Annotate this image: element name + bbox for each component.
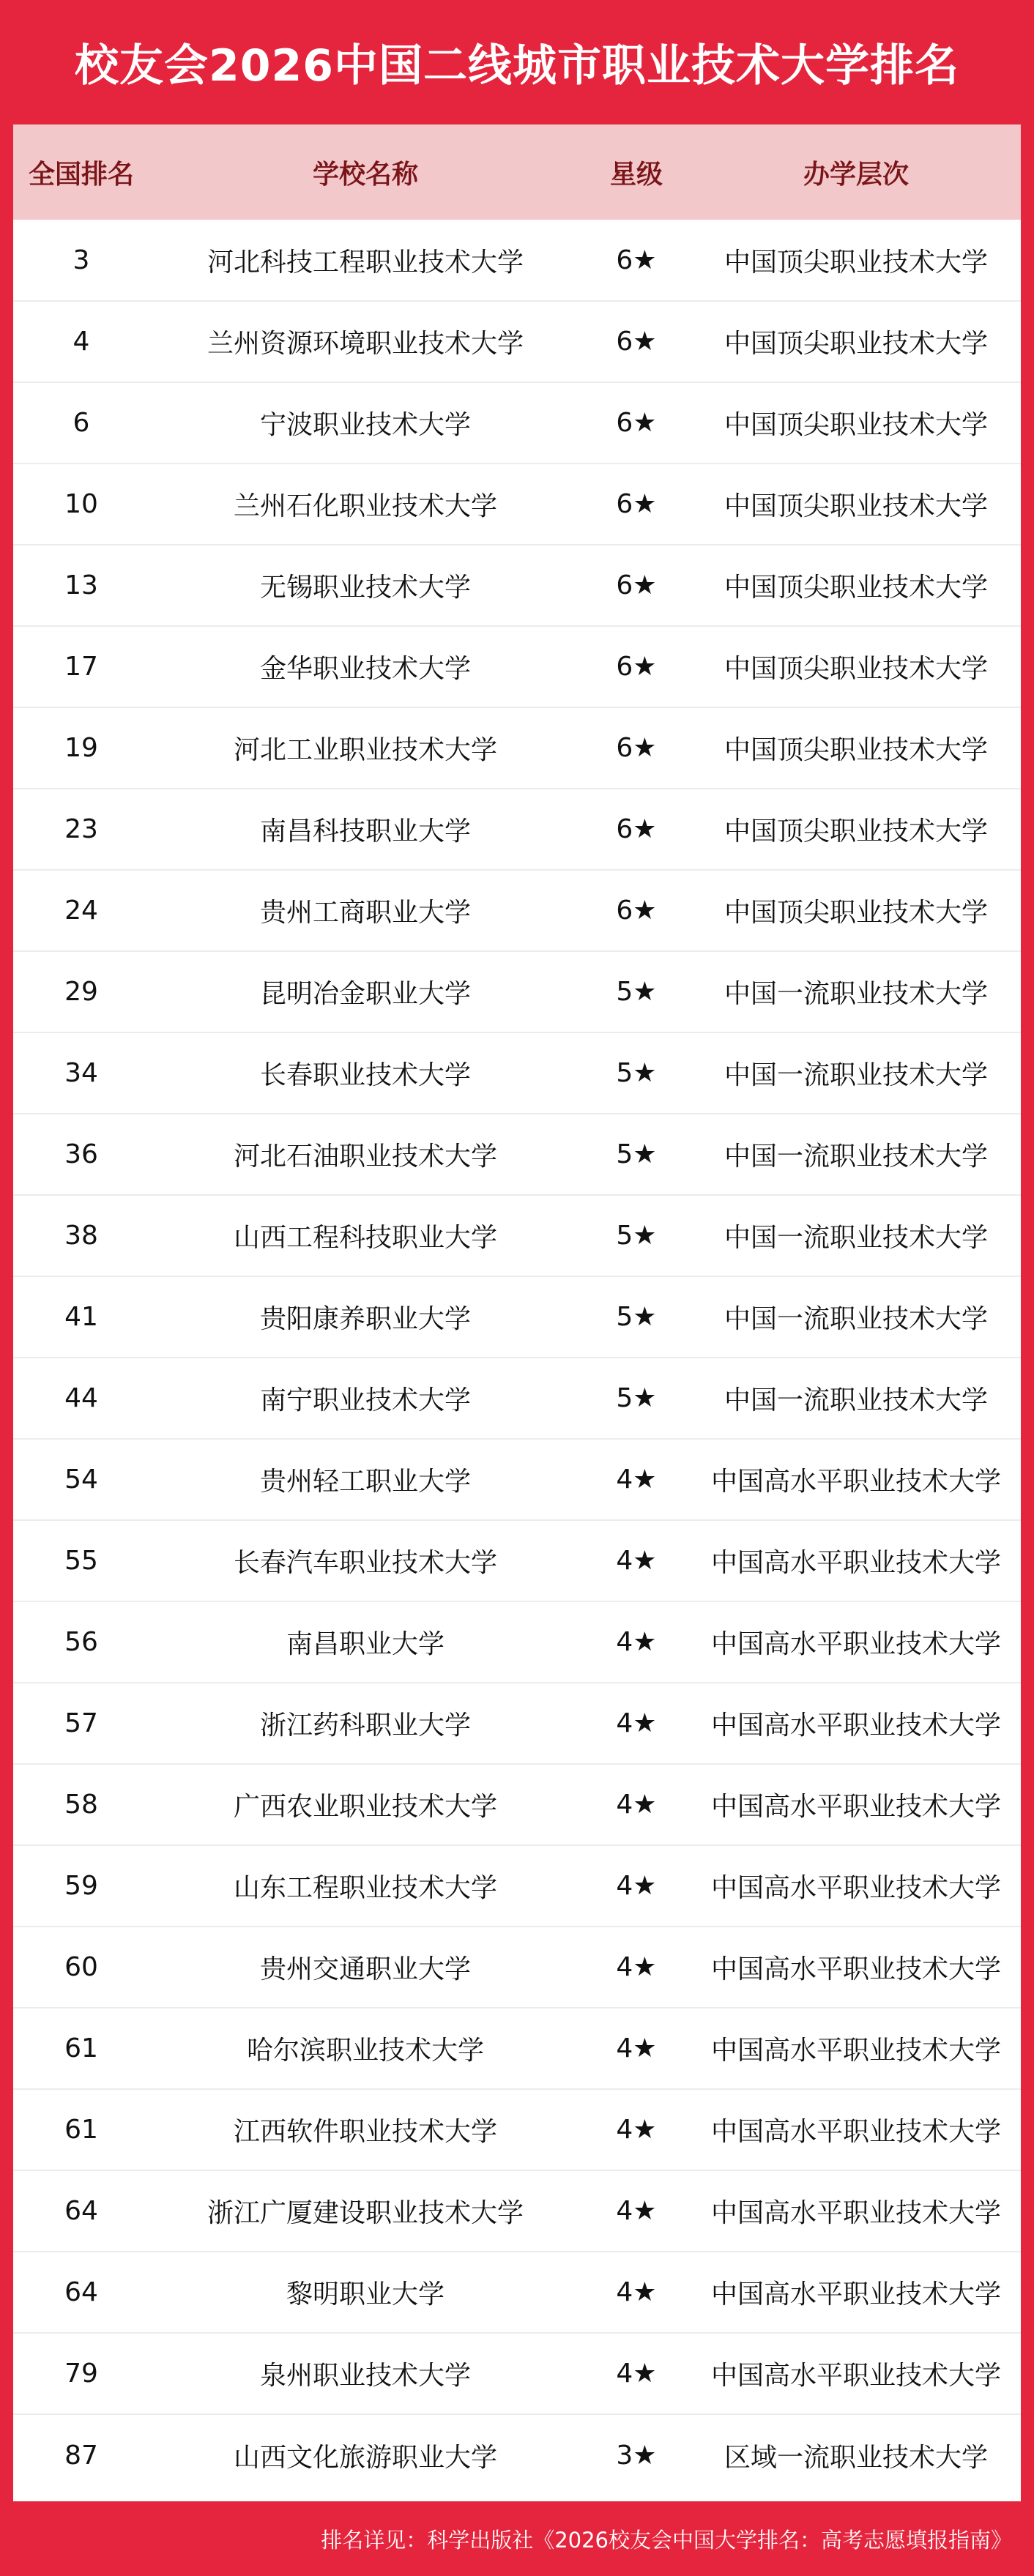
cell-school: 长春职业技术大学: [149, 1032, 581, 1114]
cell-school: 宁波职业技术大学: [149, 382, 581, 464]
cell-rank: 29: [13, 951, 149, 1032]
cell-level: 中国顶尖职业技术大学: [691, 545, 1021, 626]
cell-school: 贵州交通职业大学: [149, 1927, 581, 2008]
cell-school: 江西软件职业技术大学: [149, 2089, 581, 2170]
cell-rank: 17: [13, 626, 149, 707]
cell-stars: 5★: [581, 1032, 691, 1114]
cell-school: 广西农业职业技术大学: [149, 1764, 581, 1845]
cell-stars: 6★: [581, 545, 691, 626]
cell-school: 贵州工商职业大学: [149, 870, 581, 951]
cell-rank: 23: [13, 789, 149, 870]
cell-stars: 5★: [581, 1114, 691, 1195]
table-header-row: [13, 124, 1021, 220]
cell-stars: 4★: [581, 1520, 691, 1601]
cell-level: 中国高水平职业技术大学: [691, 2089, 1021, 2170]
column-header-rank: 全国排名: [28, 159, 134, 190]
cell-rank: 19: [13, 707, 149, 789]
cell-level: 中国高水平职业技术大学: [691, 1683, 1021, 1764]
table-row: [13, 1927, 1021, 2008]
cell-stars: 4★: [581, 2008, 691, 2089]
cell-rank: 41: [13, 1276, 149, 1358]
cell-rank: 3: [72, 245, 90, 275]
cell-level: 中国高水平职业技术大学: [691, 2170, 1021, 2252]
cell-rank: 36: [13, 1114, 149, 1195]
cell-level: 中国一流职业技术大学: [691, 1114, 1021, 1195]
table-row: [13, 1601, 1021, 1683]
cell-stars: 5★: [581, 1276, 691, 1358]
table-row: [13, 789, 1021, 870]
column-header-level: 办学层次: [803, 159, 909, 190]
cell-rank: 13: [13, 545, 149, 626]
cell-level: 中国一流职业技术大学: [691, 951, 1021, 1032]
cell-school: 河北工业职业技术大学: [149, 707, 581, 789]
cell-school: 南昌科技职业大学: [149, 789, 581, 870]
cell-stars: 6★: [581, 382, 691, 464]
cell-school: 兰州石化职业技术大学: [149, 464, 581, 545]
cell-school: 贵阳康养职业大学: [149, 1276, 581, 1358]
cell-level: 中国高水平职业技术大学: [691, 2008, 1021, 2089]
cell-school: 浙江药科职业大学: [149, 1683, 581, 1764]
cell-school: 无锡职业技术大学: [149, 545, 581, 626]
cell-level: 中国高水平职业技术大学: [691, 1520, 1021, 1601]
table-row: [13, 2008, 1021, 2089]
cell-rank: 44: [13, 1358, 149, 1439]
cell-stars: 6★: [581, 464, 691, 545]
table-row: [13, 1764, 1021, 1845]
cell-school: 山东工程职业技术大学: [149, 1845, 581, 1927]
cell-school: 金华职业技术大学: [149, 626, 581, 707]
cell-stars: 4★: [581, 1683, 691, 1764]
cell-stars: 5★: [581, 951, 691, 1032]
cell-stars: 4★: [581, 2252, 691, 2333]
cell-level: 中国高水平职业技术大学: [691, 2252, 1021, 2333]
page-title: 校友会2026中国二线城市职业技术大学排名: [75, 40, 959, 92]
ranking-table: [13, 124, 1021, 2495]
table-row: [13, 1032, 1021, 1114]
cell-rank: 38: [13, 1195, 149, 1276]
table-row: [13, 1276, 1021, 1358]
cell-rank: 58: [13, 1764, 149, 1845]
cell-level: 中国一流职业技术大学: [691, 1358, 1021, 1439]
column-header-stars: 星级: [609, 159, 663, 190]
cell-rank: 60: [13, 1927, 149, 2008]
table-row: [13, 464, 1021, 545]
cell-stars: 4★: [581, 1601, 691, 1683]
cell-rank: 34: [13, 1032, 149, 1114]
cell-school: 南昌职业大学: [149, 1601, 581, 1683]
ranking-panel: [13, 124, 1021, 2501]
table-row: [13, 951, 1021, 1032]
cell-rank: 64: [13, 2170, 149, 2252]
cell-level: 中国高水平职业技术大学: [691, 1601, 1021, 1683]
cell-level: 中国顶尖职业技术大学: [691, 870, 1021, 951]
cell-stars: 6★: [581, 626, 691, 707]
cell-stars: 6★: [581, 301, 691, 382]
cell-rank: 4: [13, 301, 149, 382]
cell-level: 中国顶尖职业技术大学: [691, 464, 1021, 545]
cell-stars: 4★: [581, 1764, 691, 1845]
cell-level: 区域一流职业技术大学: [691, 2414, 1021, 2495]
cell-level: 中国一流职业技术大学: [691, 1195, 1021, 1276]
cell-rank: 10: [13, 464, 149, 545]
table-row: [13, 2170, 1021, 2252]
cell-stars: 6★: [581, 870, 691, 951]
table-row: [13, 1845, 1021, 1927]
cell-stars: 6★: [581, 707, 691, 789]
cell-school: 河北科技工程职业技术大学: [207, 247, 524, 278]
table-row: [13, 1520, 1021, 1601]
table-row: [13, 1358, 1021, 1439]
table-row: [13, 2089, 1021, 2170]
cell-stars: 4★: [581, 1845, 691, 1927]
cell-level: 中国顶尖职业技术大学: [691, 707, 1021, 789]
cell-rank: 57: [13, 1683, 149, 1764]
table-row: [13, 545, 1021, 626]
cell-stars: 4★: [581, 2333, 691, 2414]
cell-stars: 6★: [581, 789, 691, 870]
cell-level: 中国顶尖职业技术大学: [724, 247, 988, 278]
cell-stars: 4★: [581, 1927, 691, 2008]
cell-school: 河北石油职业技术大学: [149, 1114, 581, 1195]
source-footer: 排名详见：科学出版社《2026校友会中国大学排名：高考志愿填报指南》: [321, 2527, 1012, 2553]
cell-stars: 4★: [581, 2089, 691, 2170]
cell-rank: 6: [13, 382, 149, 464]
table-body: [13, 220, 1021, 2495]
cell-school: 浙江广厦建设职业技术大学: [149, 2170, 581, 2252]
cell-level: 中国一流职业技术大学: [691, 1032, 1021, 1114]
cell-level: 中国顶尖职业技术大学: [691, 382, 1021, 464]
cell-level: 中国高水平职业技术大学: [691, 1764, 1021, 1845]
table-row: [13, 1683, 1021, 1764]
cell-stars: 5★: [581, 1195, 691, 1276]
table-row: [13, 2414, 1021, 2495]
cell-rank: 87: [13, 2414, 149, 2495]
column-header-school: 学校名称: [312, 159, 418, 190]
table-row: [13, 626, 1021, 707]
cell-school: 山西文化旅游职业大学: [149, 2414, 581, 2495]
cell-rank: 24: [13, 870, 149, 951]
cell-stars: 4★: [581, 2170, 691, 2252]
cell-rank: 64: [13, 2252, 149, 2333]
table-row: [13, 1195, 1021, 1276]
cell-rank: 54: [13, 1439, 149, 1520]
cell-level: 中国一流职业技术大学: [691, 1276, 1021, 1358]
cell-school: 黎明职业大学: [149, 2252, 581, 2333]
table-row: [13, 1439, 1021, 1520]
table-row: [13, 2333, 1021, 2414]
cell-level: 中国高水平职业技术大学: [691, 1845, 1021, 1927]
cell-level: 中国高水平职业技术大学: [691, 1927, 1021, 2008]
cell-stars: 6★: [616, 245, 657, 275]
cell-rank: 56: [13, 1601, 149, 1683]
cell-rank: 61: [13, 2089, 149, 2170]
cell-school: 南宁职业技术大学: [149, 1358, 581, 1439]
cell-level: 中国高水平职业技术大学: [691, 2333, 1021, 2414]
table-row: [13, 220, 1021, 301]
cell-school: 泉州职业技术大学: [149, 2333, 581, 2414]
cell-school: 哈尔滨职业技术大学: [149, 2008, 581, 2089]
cell-rank: 79: [13, 2333, 149, 2414]
cell-level: 中国高水平职业技术大学: [691, 1439, 1021, 1520]
cell-level: 中国顶尖职业技术大学: [691, 626, 1021, 707]
cell-stars: 3★: [581, 2414, 691, 2495]
cell-level: 中国顶尖职业技术大学: [691, 301, 1021, 382]
cell-stars: 5★: [581, 1358, 691, 1439]
cell-stars: 4★: [581, 1439, 691, 1520]
cell-rank: 59: [13, 1845, 149, 1927]
cell-level: 中国顶尖职业技术大学: [691, 789, 1021, 870]
cell-rank: 61: [13, 2008, 149, 2089]
table-row: [13, 707, 1021, 789]
table-row: [13, 2252, 1021, 2333]
cell-school: 山西工程科技职业大学: [149, 1195, 581, 1276]
table-row: [13, 301, 1021, 382]
table-row: [13, 1114, 1021, 1195]
cell-rank: 55: [13, 1520, 149, 1601]
table-row: [13, 382, 1021, 464]
cell-school: 昆明冶金职业大学: [149, 951, 581, 1032]
cell-school: 兰州资源环境职业技术大学: [149, 301, 581, 382]
cell-school: 长春汽车职业技术大学: [149, 1520, 581, 1601]
table-row: [13, 870, 1021, 951]
cell-school: 贵州轻工职业大学: [149, 1439, 581, 1520]
